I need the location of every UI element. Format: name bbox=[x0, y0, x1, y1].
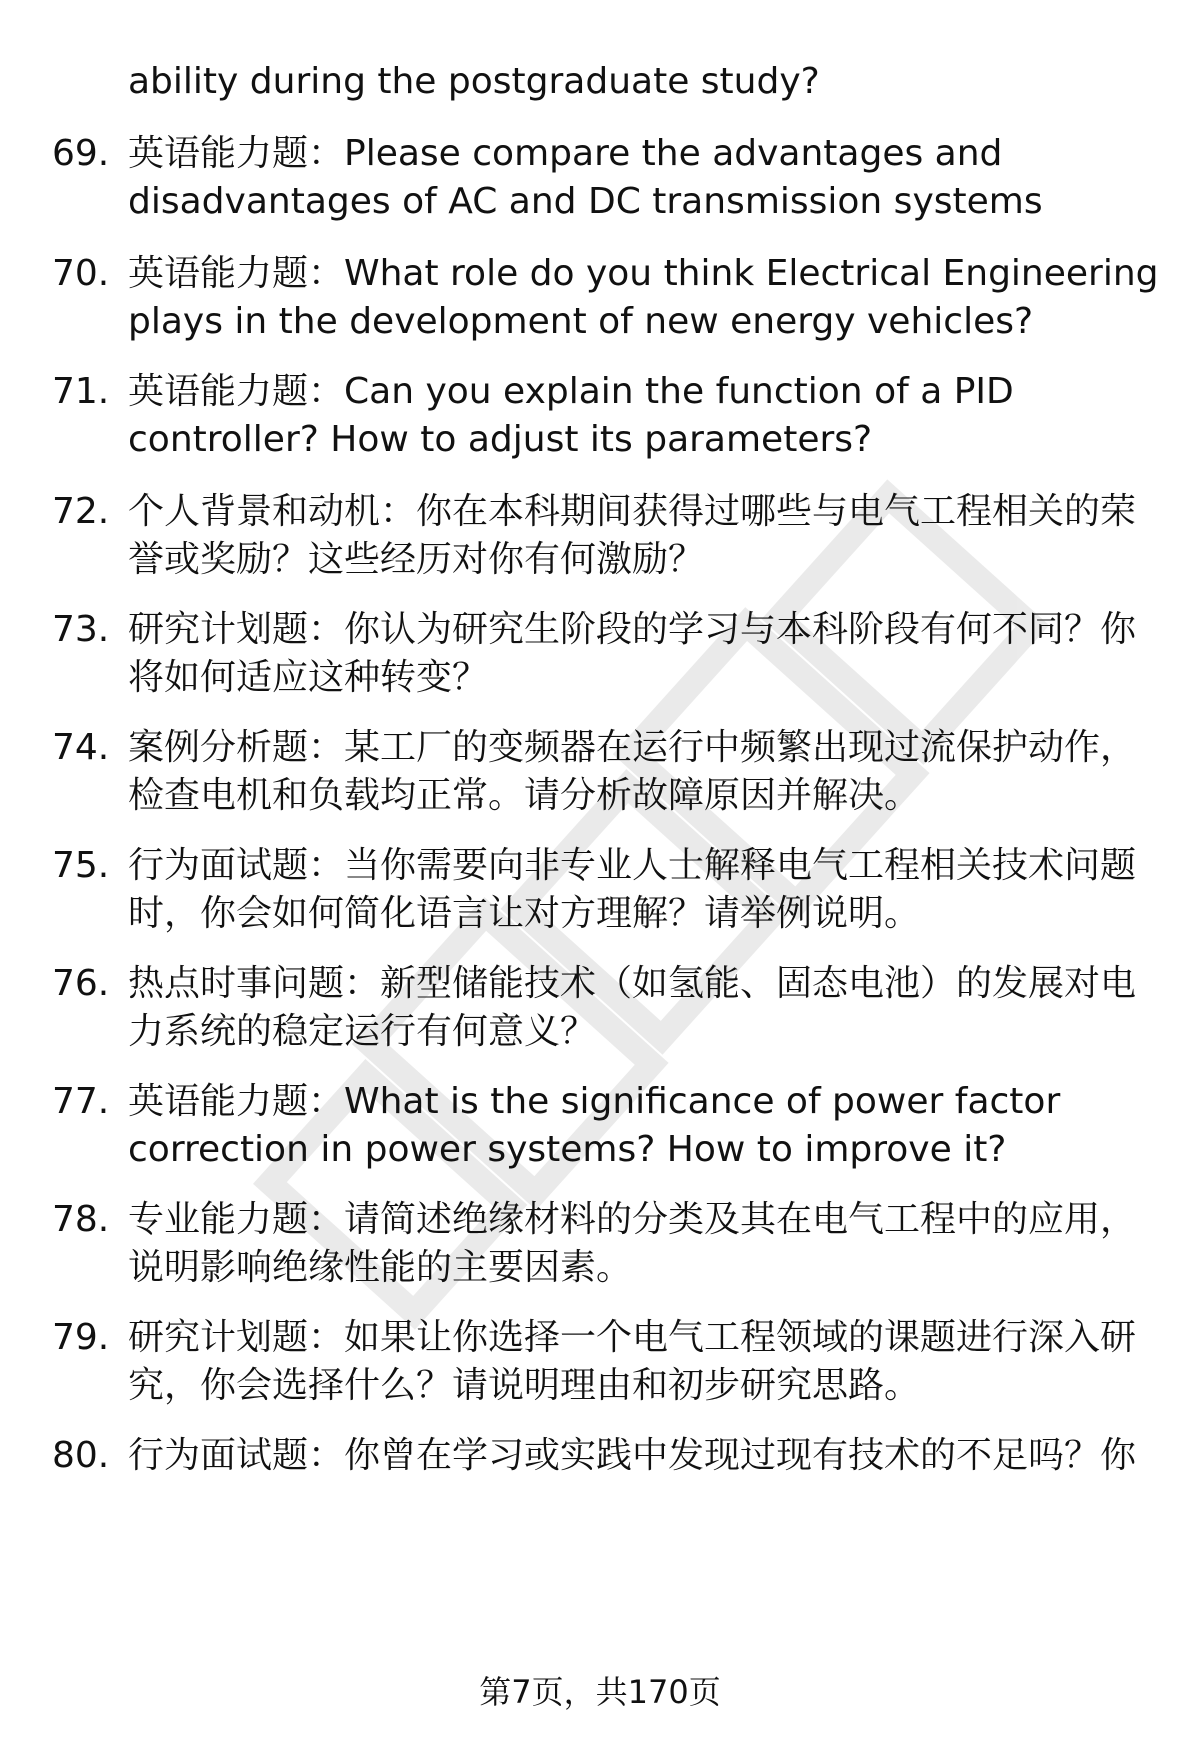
question-text bbox=[128, 130, 1138, 226]
question-line: correction in power systems? How to improve it? bbox=[128, 1129, 1007, 1170]
question-line: 行为面试题：当你需要向非专业人士解释电气工程相关技术问题 bbox=[128, 845, 1137, 886]
question-line: 案例分析题：某工厂的变频器在运行中频繁出现过流保护动作， bbox=[128, 727, 1137, 768]
question-text bbox=[128, 724, 1138, 820]
question-text bbox=[128, 250, 1159, 346]
question-text bbox=[128, 1078, 1138, 1174]
question-number: 78. bbox=[52, 1199, 110, 1240]
question-line: controller? How to adjust its parameters? bbox=[128, 419, 873, 460]
question-line: 英语能力题：What role do you think Electrical Engineering bbox=[128, 253, 1159, 294]
question-line: 个人背景和动机：你在本科期间获得过哪些与电气工程相关的荣 bbox=[128, 491, 1137, 532]
question-number: 80. bbox=[52, 1435, 110, 1476]
question-text bbox=[128, 1196, 1138, 1292]
question-number: 76. bbox=[52, 963, 110, 1004]
question-line: 行为面试题：你曾在学习或实践中发现过现有技术的不足吗？你 bbox=[128, 1435, 1137, 1476]
question-line: 研究计划题：如果让你选择一个电气工程领域的课题进行深入研 bbox=[128, 1317, 1137, 1358]
question-line: disadvantages of AC and DC transmission systems bbox=[128, 181, 1043, 222]
question-line: 热点时事问题：新型储能技术（如氢能、固态电池）的发展对电 bbox=[128, 963, 1137, 1004]
question-number: 74. bbox=[52, 727, 110, 768]
question-line: 力系统的稳定运行有何意义？ bbox=[128, 1011, 597, 1052]
question-line: 说明影响绝缘性能的主要因素。 bbox=[128, 1247, 633, 1288]
question-line: 英语能力题：Can you explain the function of a PID bbox=[128, 371, 1014, 412]
question-line: 誉或奖励？这些经历对你有何激励？ bbox=[128, 539, 705, 580]
question-line: plays in the development of new energy vehicles? bbox=[128, 301, 1034, 342]
question-line: 专业能力题：请简述绝缘材料的分类及其在电气工程中的应用， bbox=[128, 1199, 1137, 1240]
question-text bbox=[128, 1314, 1138, 1410]
question-line: 研究计划题：你认为研究生阶段的学习与本科阶段有何不同？你 bbox=[128, 609, 1137, 650]
question-number: 72. bbox=[52, 491, 110, 532]
question-number: 75. bbox=[52, 845, 110, 886]
question-text bbox=[128, 960, 1138, 1056]
question-line: 究，你会选择什么？请说明理由和初步研究思路。 bbox=[128, 1365, 921, 1406]
question-line: 时，你会如何简化语言让对方理解？请举例说明。 bbox=[128, 893, 921, 934]
question-number: 79. bbox=[52, 1317, 110, 1358]
question-line: 检查电机和负载均正常。请分析故障原因并解决。 bbox=[128, 775, 921, 816]
question-number: 73. bbox=[52, 609, 110, 650]
question-text bbox=[128, 842, 1138, 938]
question-line: 英语能力题：What is the significance of power factor bbox=[128, 1081, 1061, 1122]
question-number: 70. bbox=[52, 253, 110, 294]
question-number: 69. bbox=[52, 133, 110, 174]
page-footer: 第7页，共170页 bbox=[479, 1673, 721, 1711]
question-text bbox=[128, 368, 1138, 464]
continued-question-text: ability during the postgraduate study? bbox=[128, 61, 820, 102]
question-number: 77. bbox=[52, 1081, 110, 1122]
question-line: 英语能力题：Please compare the advantages and bbox=[128, 133, 1003, 174]
question-text bbox=[128, 1432, 1138, 1480]
question-line: 将如何适应这种转变？ bbox=[128, 657, 489, 698]
question-text bbox=[128, 488, 1138, 584]
question-number: 71. bbox=[52, 371, 110, 412]
question-text bbox=[128, 606, 1138, 702]
